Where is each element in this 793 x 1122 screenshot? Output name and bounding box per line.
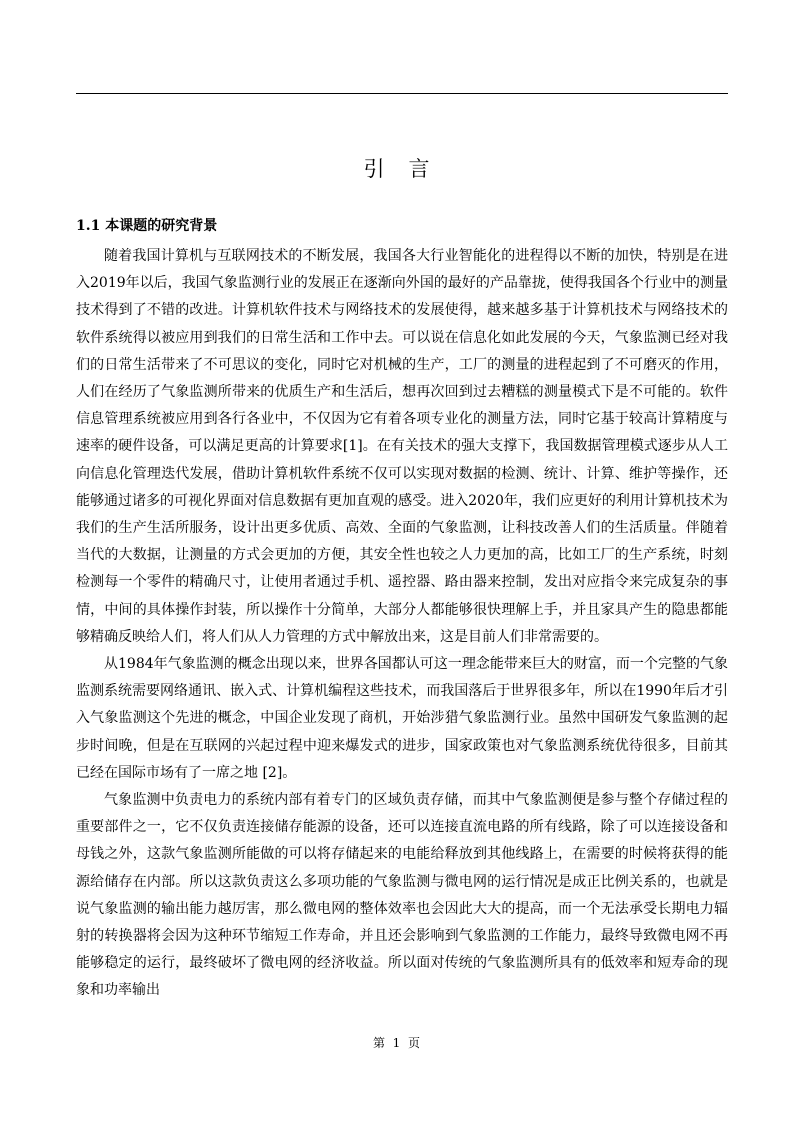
paragraph-power-storage: 气象监测中负责电力的系统内部有着专门的区域负责存储，而其中气象监测便是参与整个存储过程的重要部件之一，它不仅负责连接储存能源的设备，还可以连接直流电路的所有线路，除了可以连接设备和母钱之外，这款气象监测所能做的可以将存储起来的电能给释放到其他线路上，在需要的时候将获得的能源给储存在内部。所以这款负责这么多项功能的气象监测与微电网的运行情况是成正比例关系的，也就是说气象监测的输出能力越厉害，那么微电网的整体效率也会因此大大的提高，而一个无法承受长期电力辐射的转换器将会因为这种环节缩短工作寿命，并且还会影响到气象监测的工作能力，最终导致微电网不再能够稳定的运行，最终破坏了微电网的经济收益。所以面对传统的气象监测所具有的低效率和短寿命的现象和功率输出 (76, 792, 728, 999)
page-number: 第 1 页 (373, 1036, 420, 1050)
chapter-title: 引言 (363, 157, 454, 181)
body-text (76, 243, 728, 1005)
paragraph-history: 从1984年气象监测的概念出现以来，世界各国都认可这一理念能带来巨大的财富，而一个完整的气象监测系统需要网络通讯、嵌入式、计算机编程这些技术，而我国落后于世界很多年，所以在1990年后才引入气象监测这个先进的概念，中国企业发现了商机，开始涉猎气象监测行业。虽然中国研发气象监测的起步时间晚，但是在互联网的兴起过程中迎来爆发式的进步，国家政策也对气象监测系统优待很多，目前其已经在国际市场有了一席之地 [2]。 (76, 656, 728, 781)
paragraph-background: 随着我国计算机与互联网技术的不断发展，我国各大行业智能化的进程得以不断的加快，特别是在进入2019年以后，我国气象监测行业的发展正在逐渐向外国的最好的产品靠拢，使得我国各个行业中的测量技术得到了不错的改进。计算机软件技术与网络技术的发展使得，越来越多基于计算机技术与网络技术的软件系统得以被应用到我们的日常生活和工作中去。可以说在信息化如此发展的今天，气象监测已经对我们的日常生活带来了不可思议的变化，同时它对机械的生产，工厂的测量的进程起到了不可磨灭的作用，人们在经历了气象监测所带来的优质生产和生活后，想再次回到过去糟糕的测量模式下是不可能的。软件信息管理系统被应用到各行各业中，不仅因为它有着各项专业化的测量方法，同时它基于较高计算精度与速率的硬件设备，可以满足更高的计算要求[1]。在有关技术的强大支撑下，我国数据管理模式逐步从人工向信息化管理迭代发展，借助计算机软件系统不仅可以实现对数据的检测、统计、计算、维护等操作，还能够通过诸多的可视化界面对信息数据有更加直观的感受。进入2020年，我们应更好的利用计算机技术为我们的生产生活所服务，设计出更多优质、高效、全面的气象监测，让科技改善人们的生活质量。伴随着当代的大数据，让测量的方式会更加的方便，其安全性也较之人力更加的高，比如工厂的生产系统，时刻检测每一个零件的精确尺寸，让使用者通过手机、遥控器、路由器来控制，发出对应指令来完成复杂的事情，中间的具体操作封装，所以操作十分简单，大部分人都能够很快理解上手，并且家具产生的隐患都能够精确反映给人们，将人们从人力管理的方式中解放出来，这是目前人们非常需要的。 (76, 248, 728, 645)
section-heading: 1.1 本课题的研究背景 (76, 218, 218, 234)
header-rule (76, 93, 728, 94)
